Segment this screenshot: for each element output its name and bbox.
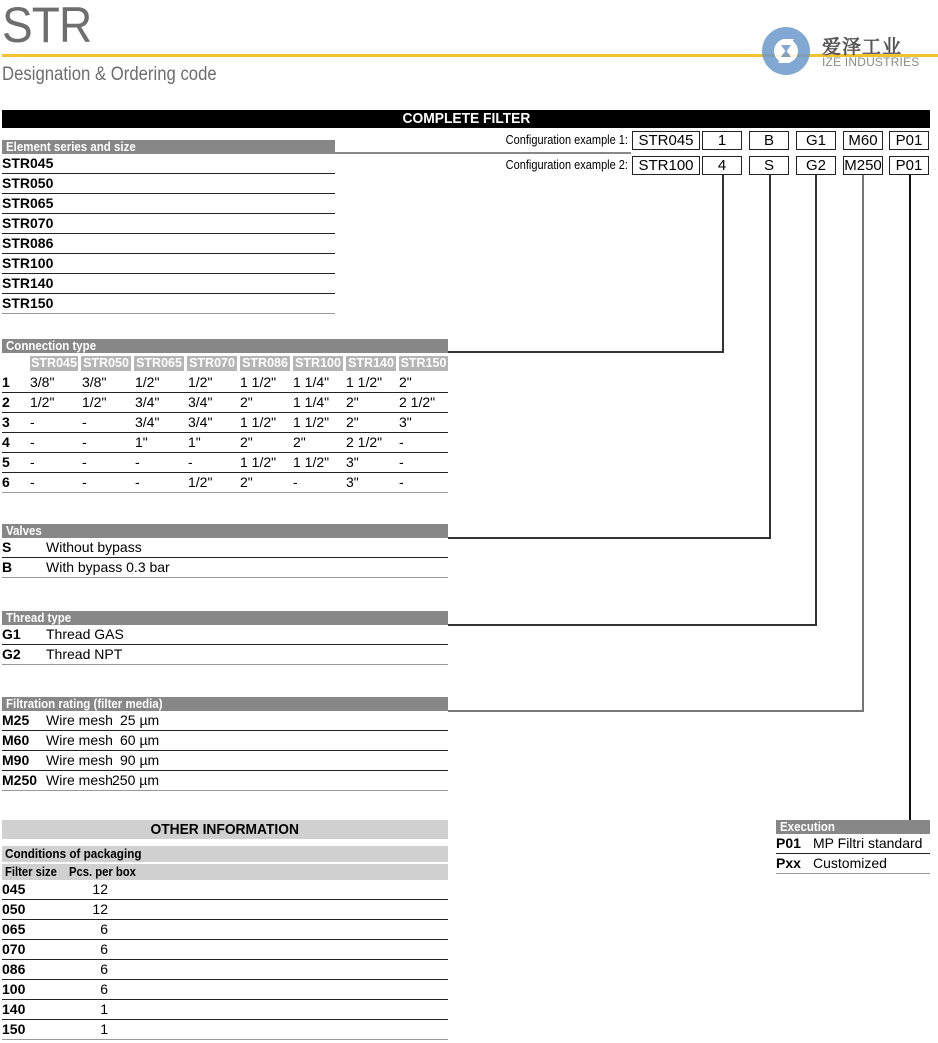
connector-execution-v bbox=[909, 175, 911, 820]
list-item: M25 Wire mesh 25 µm bbox=[2, 711, 448, 731]
recycle-arrows-icon bbox=[760, 25, 812, 77]
column-header: STR150 bbox=[400, 356, 447, 370]
config-code-connection: 1 bbox=[702, 131, 742, 150]
config-code-valve: S bbox=[749, 156, 789, 175]
connector-filtration-v bbox=[862, 175, 864, 711]
config-example-label: Configuration example 2: bbox=[505, 158, 628, 172]
config-code-thread: G1 bbox=[796, 131, 836, 150]
table-row: 2 1/2" 1/2" 3/4" 3/4" 2" 1 1/4" 2" 2 1/2" bbox=[2, 393, 448, 413]
connector-thread-h bbox=[448, 624, 817, 626]
list-item: STR070 bbox=[2, 214, 335, 234]
list-item: S Without bypass bbox=[2, 538, 448, 558]
table-row: 050 12 bbox=[2, 900, 448, 920]
config-example-label: Configuration example 1: bbox=[505, 133, 628, 147]
config-code-thread: G2 bbox=[796, 156, 836, 175]
page-subtitle: Designation & Ordering code bbox=[2, 64, 217, 85]
list-item: M90 Wire mesh 90 µm bbox=[2, 751, 448, 771]
list-item: STR150 bbox=[2, 294, 335, 314]
packaging-column-headers bbox=[2, 864, 448, 880]
connector-valves-h bbox=[448, 537, 771, 539]
complete-filter-title: COMPLETE FILTER bbox=[402, 110, 530, 127]
table-row: 140 1 bbox=[2, 1000, 448, 1020]
table-row: 065 6 bbox=[2, 920, 448, 940]
list-item: STR100 bbox=[2, 254, 335, 274]
other-info-bar bbox=[2, 820, 448, 839]
section-heading: Element series and size bbox=[2, 140, 335, 154]
table-row: 070 6 bbox=[2, 940, 448, 960]
other-info-title: OTHER INFORMATION bbox=[150, 821, 300, 838]
column-header: STR070 bbox=[187, 356, 237, 371]
connector-series bbox=[335, 152, 631, 154]
page-title: STR bbox=[2, 0, 92, 53]
list-item: G1 Thread GAS bbox=[2, 625, 448, 645]
column-header: STR065 bbox=[134, 356, 184, 371]
table-row: 6 - - - 1/2" 2" - 3" - bbox=[2, 473, 448, 493]
packaging-table bbox=[2, 880, 448, 1040]
table-row: 1 3/8" 3/8" 1/2" 1/2" 1 1/2" 1 1/4" 1 1/2" 2" bbox=[2, 373, 448, 393]
table-row: 100 6 bbox=[2, 980, 448, 1000]
connection-type-table bbox=[2, 373, 448, 493]
element-series-section bbox=[2, 140, 335, 314]
logo-chinese-text: 爱泽工业 bbox=[822, 36, 903, 58]
config-code-connection: 4 bbox=[702, 156, 742, 175]
connector-thread-v bbox=[815, 175, 817, 625]
list-item: STR050 bbox=[2, 174, 335, 194]
connector-connection-v bbox=[722, 175, 724, 352]
connector-valves-v bbox=[769, 175, 771, 538]
list-item: G2 Thread NPT bbox=[2, 645, 448, 665]
list-item: STR045 bbox=[2, 154, 335, 174]
column-header: Filter size bbox=[5, 865, 57, 879]
column-header: STR050 bbox=[81, 356, 131, 371]
list-item: Pxx Customized bbox=[776, 854, 930, 874]
section-heading: Connection type bbox=[2, 339, 448, 353]
thread-type-section bbox=[2, 611, 448, 665]
column-header: STR086 bbox=[240, 356, 290, 371]
column-header: Pcs. per box bbox=[69, 865, 136, 879]
complete-filter-bar bbox=[2, 110, 930, 128]
packaging-heading: Conditions of packaging bbox=[2, 846, 448, 862]
section-heading: Valves bbox=[2, 524, 448, 538]
table-row: 045 12 bbox=[2, 880, 448, 900]
table-row: 150 1 bbox=[2, 1020, 448, 1040]
section-heading: Thread type bbox=[2, 611, 448, 625]
filtration-section bbox=[2, 697, 448, 791]
table-row: 5 - - - - 1 1/2" 1 1/2" 3" - bbox=[2, 453, 448, 473]
logo-english-text: IZE INDUSTRIES bbox=[822, 55, 920, 69]
table-row: 4 - - 1" 1" 2" 2" 2 1/2" - bbox=[2, 433, 448, 453]
list-item: M60 Wire mesh 60 µm bbox=[2, 731, 448, 751]
section-heading: Execution bbox=[776, 820, 930, 834]
execution-section bbox=[776, 820, 930, 874]
column-header: STR045 bbox=[31, 356, 77, 370]
table-row: 086 6 bbox=[2, 960, 448, 980]
column-header: STR140 bbox=[346, 356, 396, 371]
list-item: STR140 bbox=[2, 274, 335, 294]
config-code-filtration: M250 bbox=[844, 157, 882, 174]
connection-type-section bbox=[2, 339, 448, 353]
config-code-series: STR045 bbox=[632, 131, 700, 150]
valves-section bbox=[2, 524, 448, 578]
config-code-execution: P01 bbox=[889, 131, 929, 150]
list-item: STR065 bbox=[2, 194, 335, 214]
company-logo bbox=[760, 27, 935, 77]
section-heading: Filtration rating (filter media) bbox=[2, 697, 448, 711]
table-row: 3 - - 3/4" 3/4" 1 1/2" 1 1/2" 2" 3" bbox=[2, 413, 448, 433]
list-item: M250 Wire mesh 250 µm bbox=[2, 771, 448, 791]
config-code-filtration: M60 bbox=[843, 131, 883, 150]
column-header: STR100 bbox=[293, 356, 343, 371]
list-item: B With bypass 0.3 bar bbox=[2, 558, 448, 578]
connector-filtration-h bbox=[448, 710, 864, 712]
config-code-valve: B bbox=[749, 131, 789, 150]
list-item: STR086 bbox=[2, 234, 335, 254]
config-code-series: STR100 bbox=[632, 156, 700, 175]
connector-connection-h bbox=[448, 351, 724, 353]
list-item: P01 MP Filtri standard bbox=[776, 834, 930, 854]
config-code-execution: P01 bbox=[889, 156, 929, 175]
